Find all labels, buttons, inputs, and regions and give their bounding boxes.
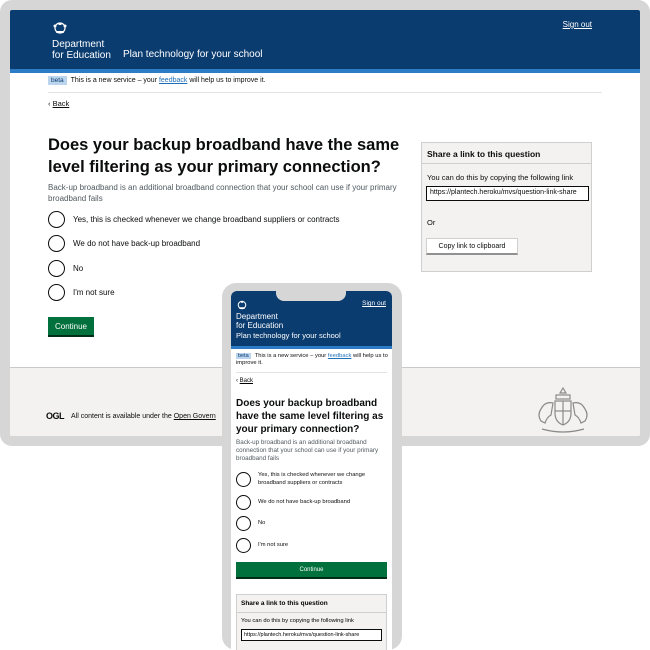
back-arrow-icon: ‹ [48,99,51,108]
service-name-link[interactable]: Plan technology for your school [123,49,263,60]
copy-link-button[interactable]: Copy link to clipboard [426,238,518,255]
mobile-radio-option-3[interactable] [236,516,382,531]
radio-label: Yes, this is checked whenever we change broadband suppliers or contracts [258,472,366,486]
ogl-logo: OGL [46,411,64,421]
question-title: Does your backup broadband have the same level filtering as your primary connection? [48,136,400,176]
royal-coat-of-arms-icon [532,385,594,435]
share-title: Share a link to this question [427,149,541,159]
mobile-department-logo-text[interactable] [236,312,283,330]
radio-label: Yes, this is checked whenever we change broadband suppliers or contracts [73,215,340,224]
header-accent-stripe [10,69,640,73]
back-link[interactable] [48,99,69,108]
dept-line-1: Department [52,39,105,50]
phase-divider [48,92,602,93]
phase-text-after: will help us to improve it. [187,77,266,84]
radio-label: I'm not sure [258,541,289,548]
radio-circle[interactable] [48,211,65,228]
royal-crest-icon [52,20,68,36]
back-label: Back [239,378,254,384]
radio-label: We do not have back-up broadband [73,239,201,248]
share-divider [237,612,386,613]
sign-out-link[interactable]: Sign out [562,20,592,29]
share-link-input[interactable]: https://plantech.heroku/mvs/question-link-share [426,186,589,201]
share-instruction: You can do this by copying the following link [241,618,354,624]
share-link-input[interactable]: https://plantech.heroku/mvs/question-link-share [241,629,382,641]
mobile-radio-option-1[interactable] [236,472,382,487]
mobile-share-link-panel [236,594,387,650]
open-government-licence-link[interactable]: Open Govern [173,413,216,420]
phase-text-before: This is a new service – your [254,353,328,359]
question-hint: Back-up broadband is an additional broadband connection that your school can use if your primary broadband fails [48,183,397,203]
radio-circle[interactable] [236,472,251,487]
mobile-continue-button[interactable]: Continue [236,562,387,577]
radio-label: We do not have back-up broadband [258,498,351,505]
mobile-phase-divider [236,372,387,373]
radio-circle[interactable] [48,260,65,277]
mobile-question-title: Does your backup broadband have the same level filtering as your primary connection? [236,398,384,435]
dept-line-2: for Education [52,50,111,61]
phase-text-after: will help us to improve it. [236,353,388,366]
beta-tag: beta [48,76,67,85]
mobile-service-name-link[interactable]: Plan technology for your school [236,331,341,340]
site-header [10,10,640,69]
beta-tag: beta [238,353,249,359]
mobile-sign-out-link[interactable]: Sign out [362,300,386,307]
share-instruction: You can do this by copying the following link [427,173,574,182]
mobile-phase-banner [236,353,388,367]
continue-button[interactable]: Continue [48,317,94,335]
back-arrow-icon: ‹ [236,378,238,384]
share-title: Share a link to this question [241,600,328,607]
radio-circle[interactable] [236,495,251,510]
radio-option-4[interactable] [48,284,115,301]
radio-label: No [73,264,84,273]
mobile-device-frame [222,283,402,650]
licence-text [71,413,216,420]
radio-circle[interactable] [48,235,65,252]
mobile-question-hint: Back-up broadband is an additional broadband connection that your school can use if your primary broadband fails [236,439,379,462]
royal-crest-icon [236,299,248,311]
dept-line-1: Department [236,312,278,321]
radio-option-1[interactable] [48,211,340,228]
mobile-screen [231,291,392,650]
back-label: Back [52,99,70,108]
radio-option-3[interactable] [48,260,83,277]
feedback-link[interactable]: feedback [158,77,188,84]
dept-line-2: for Education [236,321,284,330]
mobile-radio-option-2[interactable] [236,495,382,510]
share-divider [422,163,591,164]
phone-notch [276,291,346,301]
radio-option-2[interactable] [48,235,200,252]
radio-circle[interactable] [236,516,251,531]
radio-circle[interactable] [48,284,65,301]
mobile-radio-option-4[interactable] [236,538,382,553]
share-link-panel [421,142,592,272]
licence-prefix: All content is available under the [71,413,174,420]
feedback-link[interactable]: feedback [327,353,352,359]
mobile-header-accent-stripe [231,346,392,349]
mobile-back-link[interactable] [236,378,253,384]
share-or-text: Or [427,218,436,227]
department-logo-text[interactable] [52,39,111,61]
phase-text-before: This is a new service – your [70,77,159,84]
radio-label: No [258,519,266,526]
phase-banner [48,77,266,84]
radio-label: I'm not sure [73,288,115,297]
radio-circle[interactable] [236,538,251,553]
